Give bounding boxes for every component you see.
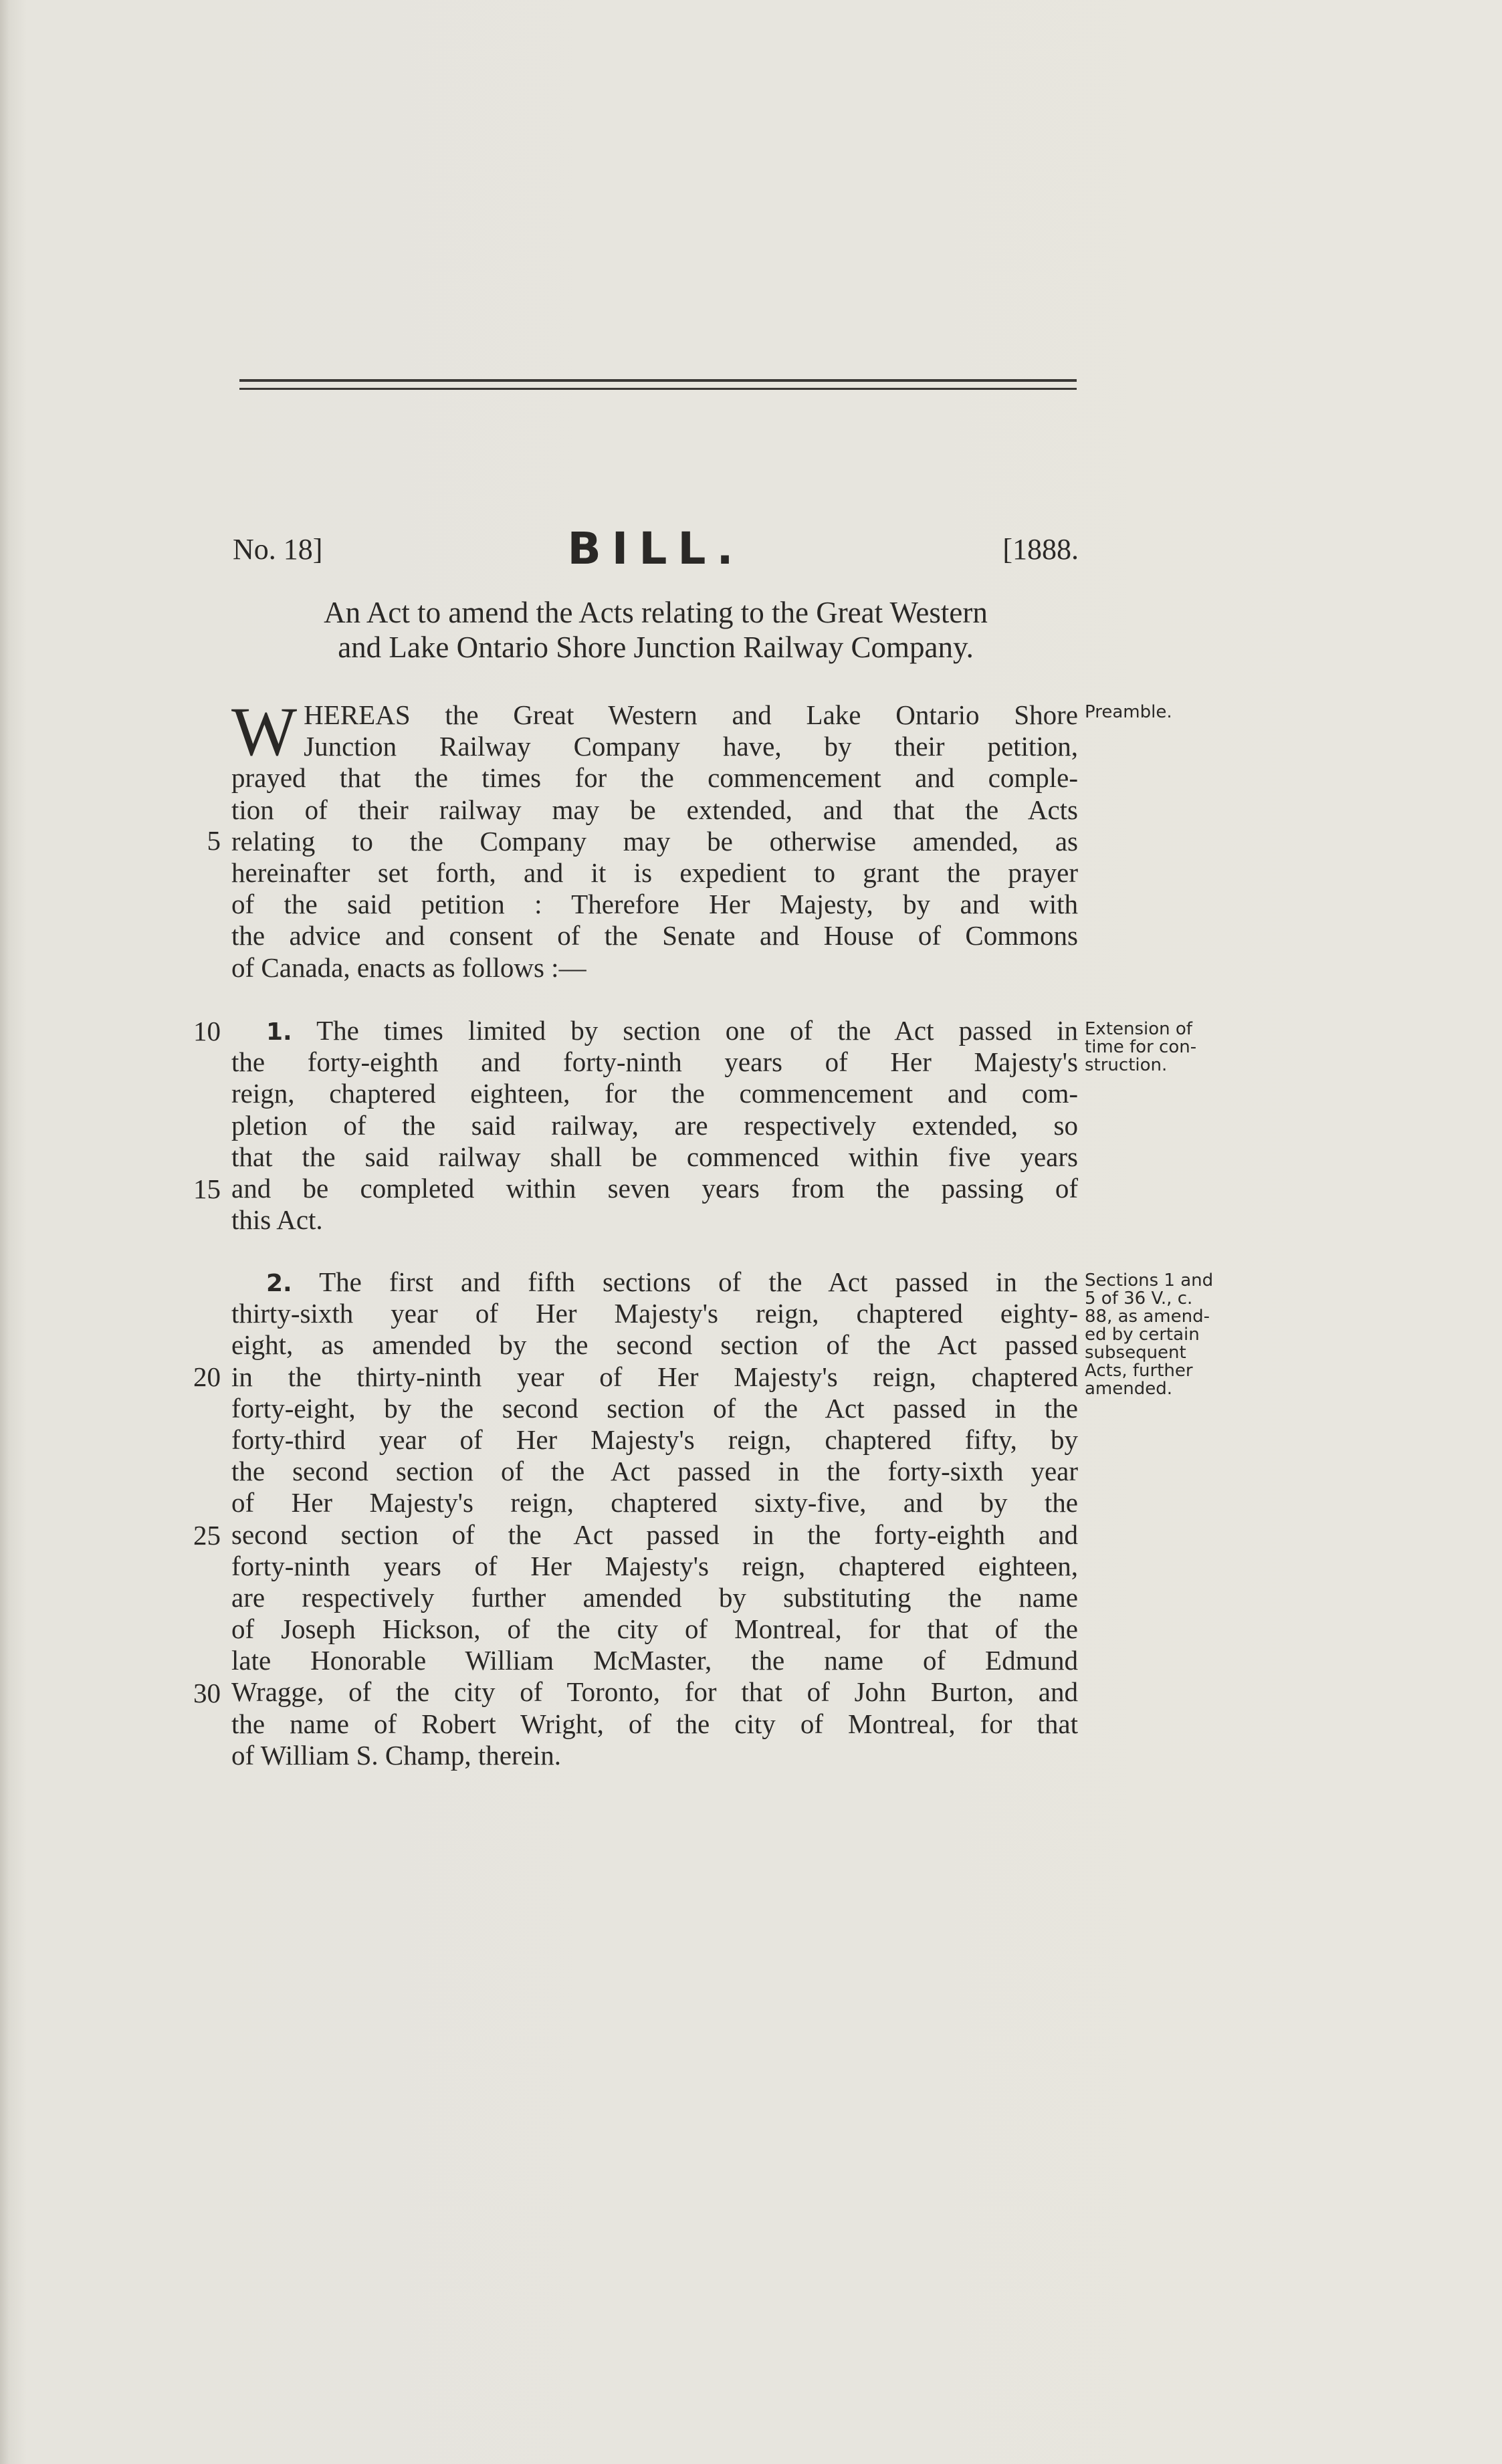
margin-note-extension <box>1085 1020 1239 1075</box>
text-line: forty-eight, by the second section of the Act passed in the <box>231 1392 1078 1424</box>
text-line: thirty-sixth year of Her Majesty's reign, chaptered eighty- <box>231 1298 1078 1329</box>
margin-note-line: 5 of 36 V., c. <box>1085 1289 1193 1309</box>
text-line: tion of their railway may be extended, and that the Acts <box>231 794 1078 825</box>
line-number: 30 <box>193 1678 221 1708</box>
text-line: the name of Robert Wright, of the city of Montreal, for that <box>231 1708 1078 1739</box>
margin-note-line: ed by certain <box>1085 1325 1200 1345</box>
line-number: 25 <box>193 1520 221 1551</box>
act-title-line: and Lake Ontario Shore Junction Railway Company. <box>338 631 974 664</box>
section-number: 2. <box>266 1270 292 1297</box>
bill-year: [1888. <box>1002 533 1079 566</box>
text-line: in the thirty-ninth year of Her Majesty's reign, chaptered <box>231 1361 1078 1392</box>
text-line: pletion of the said railway, are respectively extended, so <box>231 1109 1078 1141</box>
margin-note-line: Sections 1 and <box>1085 1270 1214 1291</box>
margin-note-sections <box>1085 1272 1239 1398</box>
margin-note-line: Acts, further <box>1085 1361 1193 1381</box>
text-line: HEREAS the Great Western and Lake Ontario Shore <box>304 699 1078 730</box>
text-line: of Her Majesty's reign, chaptered sixty-five, and by the <box>231 1487 1078 1519</box>
bill-title: BILL. <box>567 523 744 574</box>
text-line: late Honorable William McMaster, the name of Edmund <box>231 1645 1078 1676</box>
margin-note-line: amended. <box>1085 1379 1173 1399</box>
text-line: prayed that the times for the commencement and comple- <box>231 762 1078 794</box>
text-line: Junction Railway Company have, by their petition, <box>304 731 1078 762</box>
section-1-paragraph <box>231 1015 1078 1236</box>
text-line: eight, as amended by the second section of the Act passed <box>231 1329 1078 1361</box>
line-number: 10 <box>193 1016 221 1046</box>
text-line: the second section of the Act passed in the forty-sixth year <box>231 1456 1078 1487</box>
line-number: 15 <box>193 1173 221 1204</box>
text-line: that the said railway shall be commenced within five years <box>231 1141 1078 1172</box>
text-line: this Act. <box>231 1204 323 1236</box>
bill-number: No. 18] <box>233 533 323 566</box>
top-double-rule <box>239 379 1077 390</box>
text-line: of Joseph Hickson, of the city of Montreal, for that of the <box>231 1613 1078 1645</box>
bill-header <box>233 523 1079 575</box>
text-line: relating to the Company may be otherwise amended, as <box>231 825 1078 857</box>
margin-note-line: struction. <box>1085 1055 1168 1075</box>
margin-note-line: subsequent <box>1085 1343 1186 1363</box>
margin-note-line: time for con- <box>1085 1037 1197 1057</box>
text-line: and be completed within seven years from the passing of <box>231 1172 1078 1204</box>
text-line: reign, chaptered eighteen, for the commencement and com- <box>231 1078 1078 1109</box>
drop-cap: W <box>231 693 298 770</box>
text-line: of William S. Champ, therein. <box>231 1739 561 1771</box>
margin-note-preamble: Preamble. <box>1085 702 1172 722</box>
text-line: hereinafter set forth, and it is expedient to grant the prayer <box>231 857 1078 888</box>
line-number: 20 <box>193 1361 221 1392</box>
text-line: of the said petition : Therefore Her Majesty, by and with <box>231 889 1078 920</box>
act-title <box>233 595 1079 665</box>
text-line: are respectively further amended by substituting the name <box>231 1581 1078 1613</box>
act-title-line: An Act to amend the Acts relating to the Great Western <box>324 596 988 629</box>
margin-note-line: Extension of <box>1085 1019 1192 1039</box>
margin-note-line: 88, as amend- <box>1085 1307 1210 1327</box>
text-line <box>231 1015 1078 1046</box>
text-line: the forty-eighth and forty-ninth years of Her Majesty's <box>231 1046 1078 1078</box>
text-line: forty-ninth years of Her Majesty's reign, chaptered eighteen, <box>231 1550 1078 1581</box>
section-number: 1. <box>266 1018 292 1046</box>
section-text: The first and fifth sections of the Act passed in the <box>319 1266 1078 1297</box>
text-line: forty-third year of Her Majesty's reign, chaptered fifty, by <box>231 1424 1078 1455</box>
text-line: second section of the Act passed in the forty-eighth and <box>231 1519 1078 1550</box>
text-line: the advice and consent of the Senate and House of Commons <box>231 920 1078 951</box>
line-number: 5 <box>207 825 221 856</box>
text-line: of Canada, enacts as follows :— <box>231 951 586 983</box>
text-line <box>231 1266 1078 1298</box>
preamble-paragraph <box>231 693 1078 984</box>
section-2-paragraph <box>231 1266 1078 1771</box>
section-text: The times limited by section one of the Act passed in <box>316 1015 1078 1046</box>
text-line: Wragge, of the city of Toronto, for that of John Burton, and <box>231 1676 1078 1708</box>
